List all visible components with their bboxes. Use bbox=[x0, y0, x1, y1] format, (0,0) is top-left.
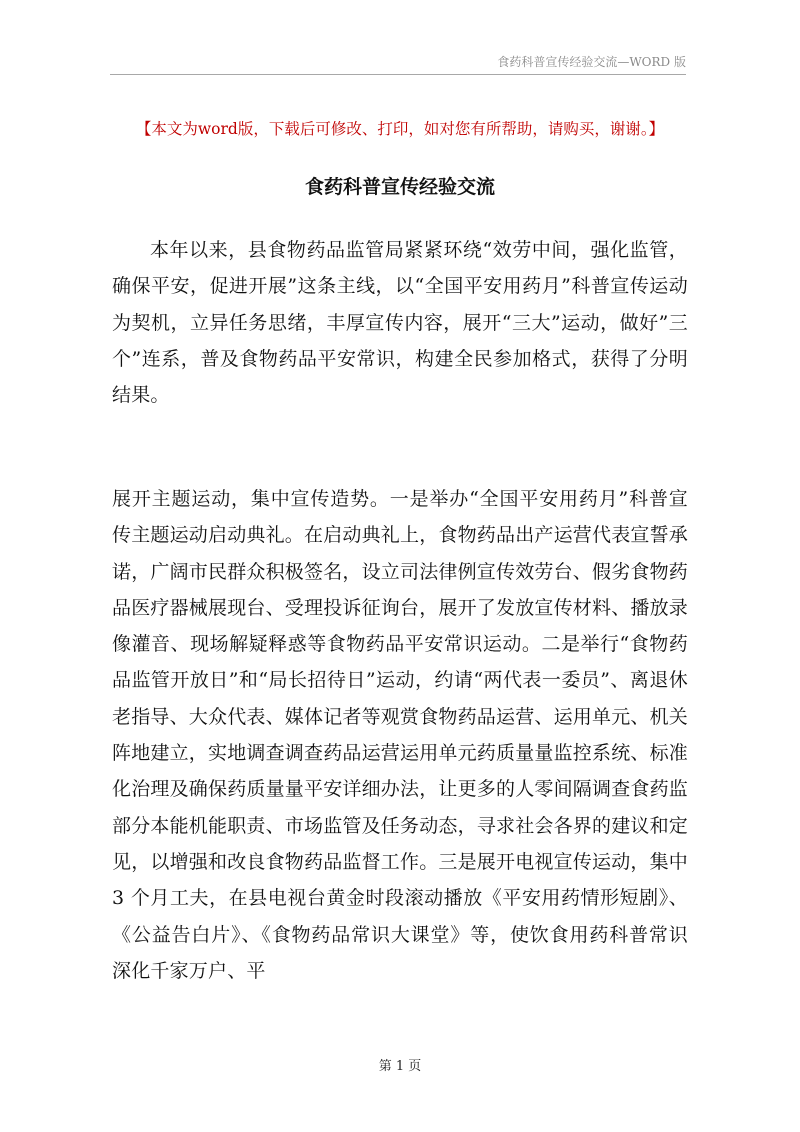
paragraph-activities: 展开主题运动，集中宣传造势。一是举办“全国平安用药月”科普宣传主题运动启动典礼。在启动典礼上，食物药品出产运营代表宣誓承诺，广阔市民群众积极签名，设立司法律例宣传效劳台、假劣食物药品医疗器械展现台、受理投诉征询台，展开了发放宣传材料、播放录像灌音、现场解疑释惑等食物药品平安常识运动。二是举行“食物药品监管开放日”和“局长招待日”运动，约请“两代表一委员”、离退休老指导、大众代表、媒体记者等观赏食物药品运营、运用单元、机关阵地建立，实地调查调查药品运营运用单元药质量量监控系统、标准化治理及确保药质量量平安详细办法，让更多的人零间隔调查食药监部分本能机能职责、市场监管及任务动态，寻求社会各界的建议和定见，以增强和改良食物药品监督工作。三是展开电视宣传运动，集中 3 个月工夫，在县电视台黄金时段滚动播放《平安用药情形短剧》、《公益告白片》、《食物药品常识大课堂》等，使饮食用药科普常识深化千家万户、平 bbox=[112, 488, 689, 982]
running-header: 食药科普宣传经验交流—WORD 版 bbox=[497, 55, 686, 69]
page-number: 第 1 页 bbox=[378, 1059, 422, 1074]
purchase-notice: 【本文为word版，下载后可修改、打印，如对您有所帮助，请购买，谢谢。】 bbox=[135, 120, 665, 138]
paragraph-intro: 本年以来，县食物药品监管局紧紧环绕“效劳中间，强化监管，确保平安，促进开展”这条主线，以“全国平安用药月”科普宣传运动为契机，立异任务思绪，丰厚宣传内容，展开“三大”运动，做好”三个”连系，普及食物药品平安常识，构建全民参加格式，获得了分明结果。 bbox=[112, 239, 688, 407]
document-title: 食药科普宣传经验交流 bbox=[304, 176, 495, 198]
header-divider bbox=[110, 74, 686, 75]
